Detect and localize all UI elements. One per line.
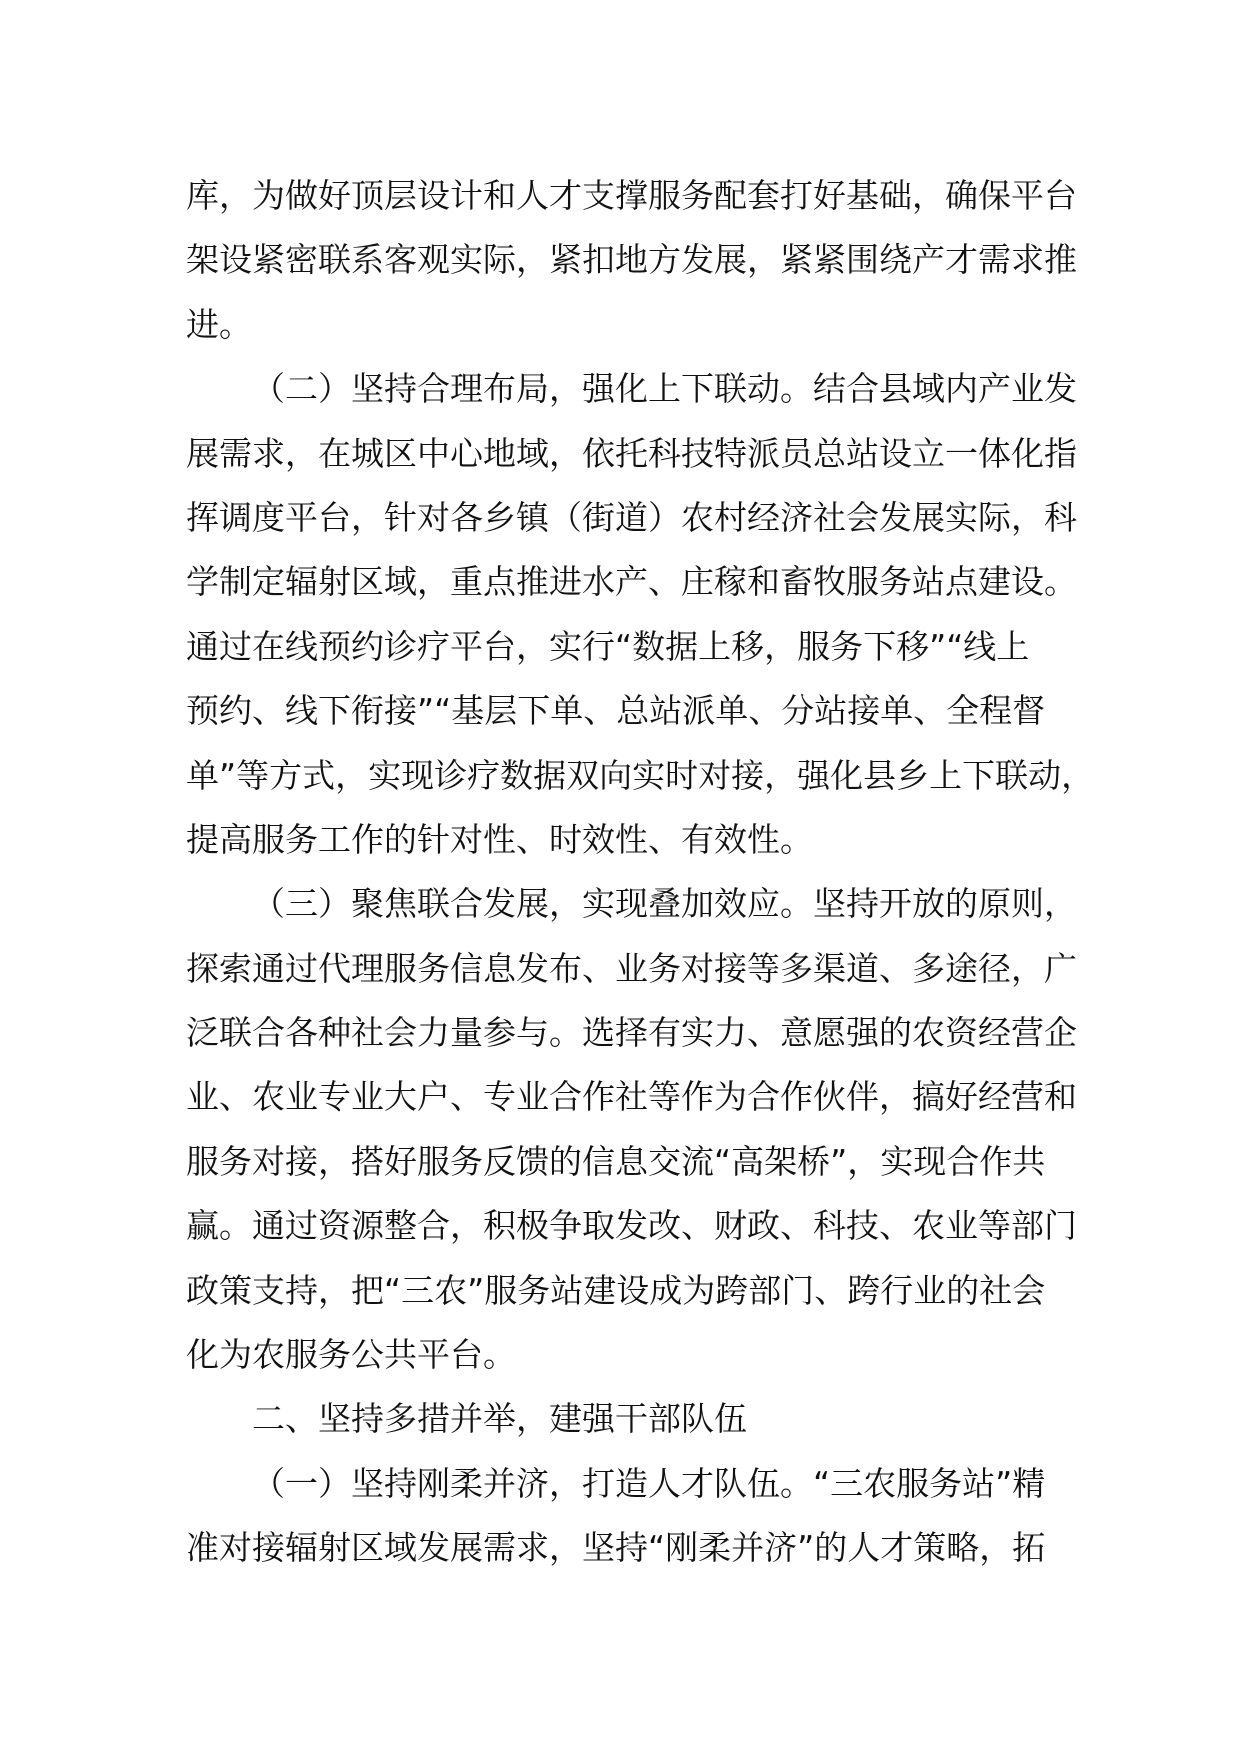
text-line: 通过在线预约诊疗平台，实行“数据上移，服务下移”“线上 [186, 626, 1030, 666]
text-line: 服务对接，搭好服务反馈的信息交流“高架桥”，实现合作共 [186, 1141, 1046, 1181]
text-line: 探索通过代理服务信息发布、业务对接等多渠道、多途径，广 [186, 948, 1077, 988]
text-line: 政策支持，把“三农”服务站建设成为跨部门、跨行业的社会 [186, 1270, 1046, 1310]
text-line: 学制定辐射区域，重点推进水产、庄稼和畜牧服务站点建设。 [186, 562, 1077, 602]
text-line: 提高服务工作的针对性、时效性、有效性。 [186, 819, 813, 859]
text-line: 赢。通过资源整合，积极争取发改、财政、科技、农业等部门 [186, 1206, 1077, 1246]
text-line: 展需求，在城区中心地域，依托科技特派员总站设立一体化指 [186, 433, 1077, 473]
text-line: 架设紧密联系客观实际，紧扣地方发展，紧紧围绕产才需求推 [186, 240, 1077, 280]
text-line: 准对接辐射区域发展需求，坚持“刚柔并济”的人才策略，拓 [186, 1528, 1046, 1568]
paragraph-start-line: （一）坚持刚柔并济，打造人才队伍。“三农服务站”精 [252, 1463, 1046, 1503]
text-line: 库，为做好顶层设计和人才支撑服务配套打好基础，确保平台 [186, 176, 1077, 215]
text-line: 泛联合各种社会力量参与。选择有实力、意愿强的农资经营企 [186, 1013, 1077, 1053]
text-line: 业、农业专业大户、专业合作社等作为合作伙伴，搞好经营和 [186, 1077, 1077, 1117]
text-line: 预约、线下衔接”“基层下单、总站派单、分站接单、全程督 [186, 691, 1046, 731]
paragraph-start-line: （二）坚持合理布局，强化上下联动。结合县域内产业发 [252, 369, 1077, 409]
text-line: 进。 [186, 304, 252, 344]
section-heading: 二、坚持多措并举，建强干部队伍 [252, 1399, 747, 1439]
text-line: 挥调度平台，针对各乡镇（街道）农村经济社会发展实际，科 [186, 497, 1077, 537]
text-line: 单”等方式，实现诊疗数据双向实时对接，强化县乡上下联动， [186, 755, 1095, 795]
text-line: 化为农服务公共平台。 [186, 1335, 516, 1375]
body-text [186, 164, 1095, 1581]
paragraph-start-line: （三）聚焦联合发展，实现叠加效应。坚持开放的原则， [252, 884, 1077, 924]
